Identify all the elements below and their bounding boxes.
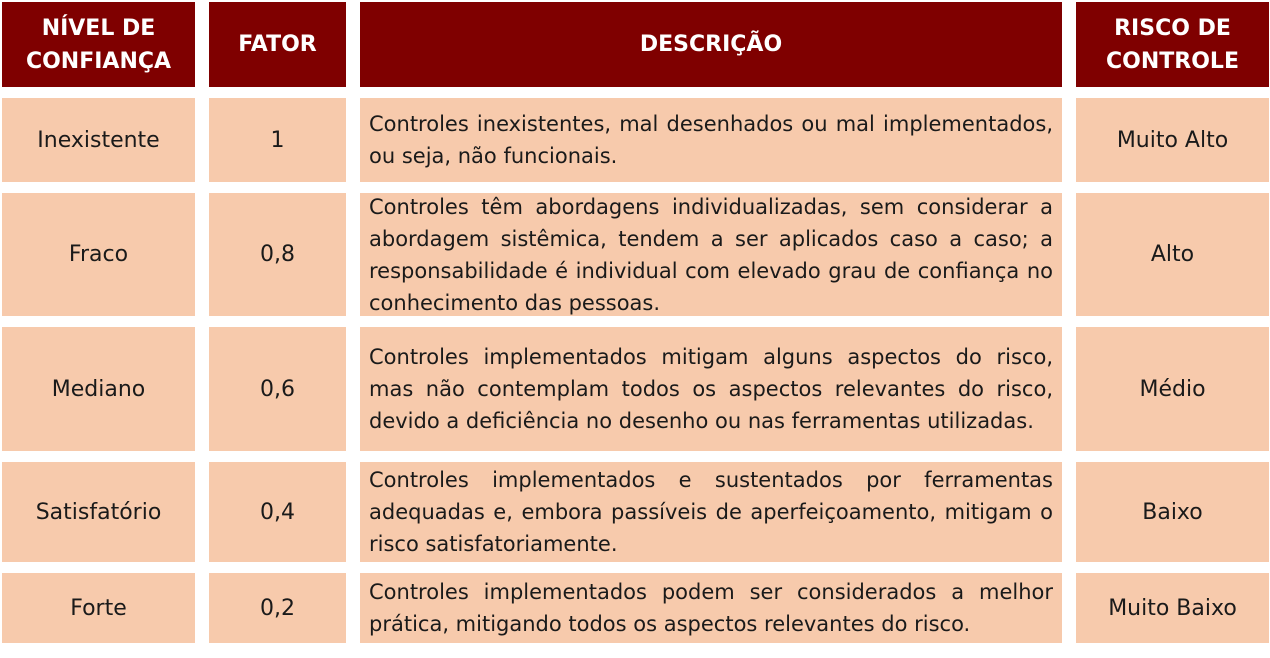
cell-nivel: Forte xyxy=(2,573,195,643)
cell-fator: 0,6 xyxy=(209,327,346,451)
cell-nivel: Inexistente xyxy=(2,98,195,182)
cell-descricao xyxy=(360,462,1062,562)
cell-fator: 1 xyxy=(209,98,346,182)
header-fator: FATOR xyxy=(209,2,346,87)
cell-fator: 0,4 xyxy=(209,462,346,562)
descricao-text: Controles implementados podem ser considerados a melhor prática, mitigando todos os aspectos relevantes do risco. xyxy=(369,580,1053,636)
header-risco-de-controle: RISCO DE CONTROLE xyxy=(1076,2,1269,87)
cell-descricao xyxy=(360,98,1062,182)
descricao-text: Controles inexistentes, mal desenhados ou mal implementados, ou seja, não funcionais. xyxy=(369,112,1053,168)
cell-nivel: Fraco xyxy=(2,193,195,316)
cell-risco: Médio xyxy=(1076,327,1269,451)
cell-descricao xyxy=(360,193,1062,316)
cell-nivel: Satisfatório xyxy=(2,462,195,562)
cell-risco: Muito Baixo xyxy=(1076,573,1269,643)
cell-nivel: Mediano xyxy=(2,327,195,451)
header-descricao: DESCRIÇÃO xyxy=(360,2,1062,87)
cell-risco: Baixo xyxy=(1076,462,1269,562)
header-nivel-de-confianca: NÍVEL DE CONFIANÇA xyxy=(2,2,195,87)
cell-descricao xyxy=(360,327,1062,451)
cell-risco: Muito Alto xyxy=(1076,98,1269,182)
descricao-text: Controles implementados e sustentados por ferramentas adequadas e, embora passíveis de aperfeiçoamento, mitigam o risco satisfatoriamente. xyxy=(369,468,1053,556)
cell-fator: 0,8 xyxy=(209,193,346,316)
cell-fator: 0,2 xyxy=(209,573,346,643)
cell-risco: Alto xyxy=(1076,193,1269,316)
descricao-text: Controles têm abordagens individualizadas, sem considerar a abordagem sistêmica, tendem a ser aplicados caso a caso; a responsabilidade é individual com elevado grau de confiança no conhecimento das pessoas. xyxy=(369,194,1053,315)
descricao-text: Controles implementados mitigam alguns aspectos do risco, mas não contemplam todos os aspectos relevantes do risco, devido a deficiência no desenho ou nas ferramentas utilizadas. xyxy=(369,345,1053,433)
cell-descricao xyxy=(360,573,1062,643)
